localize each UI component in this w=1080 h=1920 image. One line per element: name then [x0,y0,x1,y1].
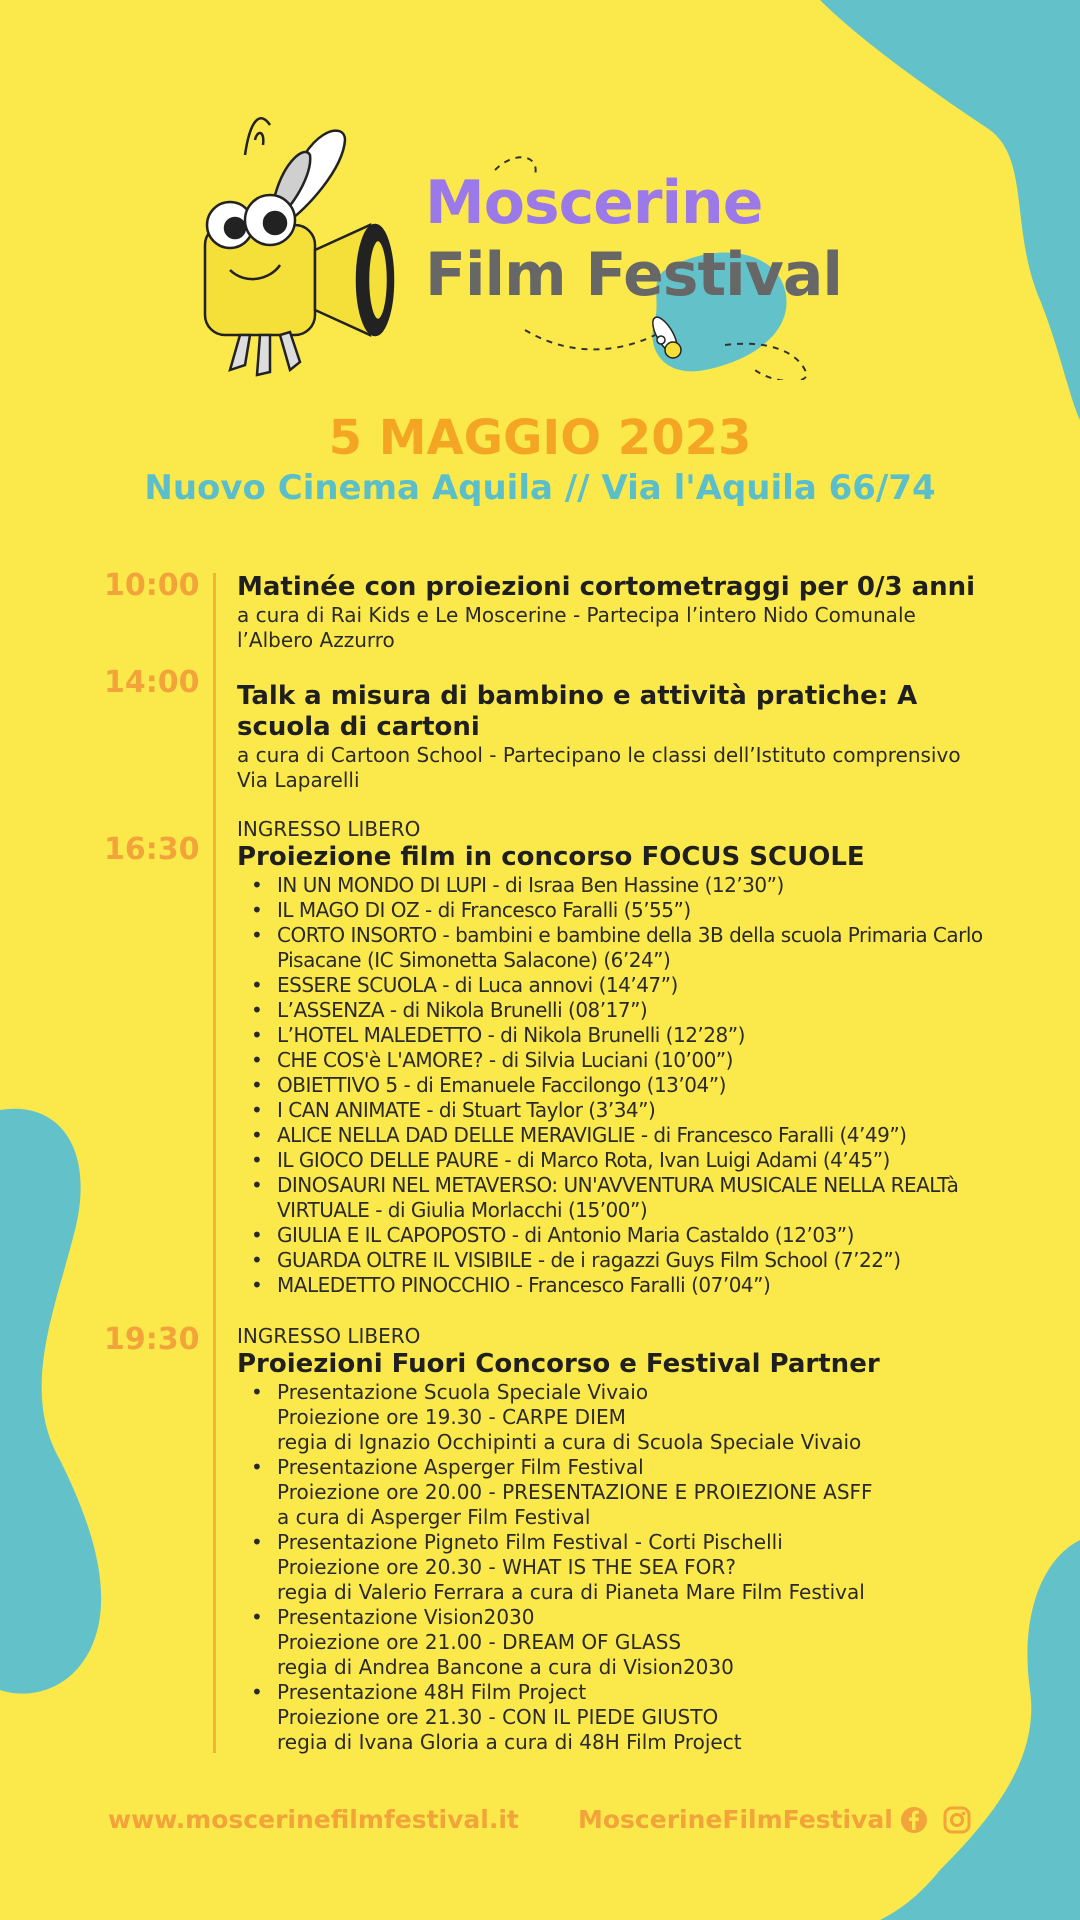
schedule-event [237,1324,997,1755]
list-item: • L’HOTEL MALEDETTO - di Nikola Brunelli (12’28”) [277,1023,997,1048]
instagram-icon[interactable] [943,1806,971,1834]
list-item: • Presentazione Pigneto Film Festival - Corti Pischelli Proiezione ore 20.30 - WHAT IS THE SEA FOR? regia di Valerio Ferrara a cura di Pianeta Mare Film Festival [277,1530,997,1605]
list-item: • IN UN MONDO DI LUPI - di Israa Ben Hassine (12’30”) [277,873,997,898]
time-label: 14:00 [104,665,200,700]
schedule-event [237,817,997,1298]
facebook-icon[interactable] [900,1806,928,1834]
time-label: 16:30 [104,832,200,867]
event-title: Proiezioni Fuori Concorso e Festival Partner [237,1349,880,1379]
festival-title-line2: Film Festival [425,240,842,310]
list-item: • MALEDETTO PINOCCHIO - Francesco Faralli (07’04”) [277,1273,997,1298]
event-subtitle: a cura di Rai Kids e Le Moscerine - Partecipa l’intero Nido Comunale l’Albero Azzurro [237,603,916,652]
schedule-event [237,681,997,793]
list-item: • L’ASSENZA - di Nikola Brunelli (08’17”) [277,998,997,1023]
partner-list [237,1380,997,1755]
list-item: • Presentazione Vision2030 Proiezione ore 21.00 - DREAM OF GLASS regia di Andrea Bancone a cura di Vision2030 [277,1605,997,1680]
social-handle[interactable]: MoscerineFilmFestival [578,1805,893,1834]
list-item: • GIULIA E IL CAPOPOSTO - di Antonio Maria Castaldo (12’03”) [277,1223,997,1248]
list-item: • Presentazione Scuola Speciale Vivaio Proiezione ore 19.30 - CARPE DIEM regia di Ignazio Occhipinti a cura di Scuola Speciale Vivaio [277,1380,997,1455]
list-item: • ALICE NELLA DAD DELLE MERAVIGLIE - di Francesco Faralli (4’49”) [277,1123,997,1148]
event-subtitle: a cura di Cartoon School - Partecipano le classi dell’Istituto comprensivo Via Laparelli [237,743,961,792]
event-title: Matinée con proiezioni cortometraggi per 0/3 anni [237,572,976,602]
list-item: • GUARDA OLTRE IL VISIBILE - de i ragazzi Guys Film School (7’22”) [277,1248,997,1273]
time-label: 19:30 [104,1322,200,1357]
event-title: Proiezione film in concorso FOCUS SCUOLE [237,842,865,872]
list-item: • CHE COS'è L'AMORE? - di Silvia Luciani (10’00”) [277,1048,997,1073]
list-item: • Presentazione 48H Film Project Proiezione ore 21.30 - CON IL PIEDE GIUSTO regia di Ivana Gloria a cura di 48H Film Project [277,1680,997,1755]
list-item: • IL MAGO DI OZ - di Francesco Faralli (5’55”) [277,898,997,923]
list-item: • CORTO INSORTO - bambini e bambine della 3B della scuola Primaria Carlo Pisacane (IC Simonetta Salacone) (6’24”) [277,923,997,973]
free-entry-tag: INGRESSO LIBERO [237,817,421,841]
festival-title-line1: Moscerine [425,168,763,238]
free-entry-tag: INGRESSO LIBERO [237,1324,421,1348]
list-item: • ESSERE SCUOLA - di Luca annovi (14’47”) [277,973,997,998]
list-item: • DINOSAURI NEL METAVERSO: UN'AVVENTURA MUSICALE NELLA REALTà VIRTUALE - di Giulia Morlacchi (15’00”) [277,1173,997,1223]
event-title: Talk a misura di bambino e attività pratiche: A scuola di cartoni [237,681,918,742]
flight-path [525,330,655,349]
schedule-event [237,572,997,653]
film-list [237,873,997,1298]
event-venue: Nuovo Cinema Aquila // Via l'Aquila 66/74 [144,468,936,508]
list-item: • OBIETTIVO 5 - di Emanuele Faccilongo (13’04”) [277,1073,997,1098]
time-label: 10:00 [104,568,200,603]
event-date: 5 MAGGIO 2023 [328,410,752,466]
list-item: • Presentazione Asperger Film Festival Proiezione ore 20.00 - PRESENTAZIONE E PROIEZIONE ASFF a cura di Asperger Film Festival [277,1455,997,1530]
list-item: • I CAN ANIMATE - di Stuart Taylor (3’34”) [277,1098,997,1123]
camera-bug-mascot [205,118,393,375]
timeline-line [213,573,216,1753]
list-item: • IL GIOCO DELLE PAURE - di Marco Rota, Ivan Luigi Adami (4’45”) [277,1148,997,1173]
website-link[interactable]: www.moscerinefilmfestival.it [108,1805,519,1834]
